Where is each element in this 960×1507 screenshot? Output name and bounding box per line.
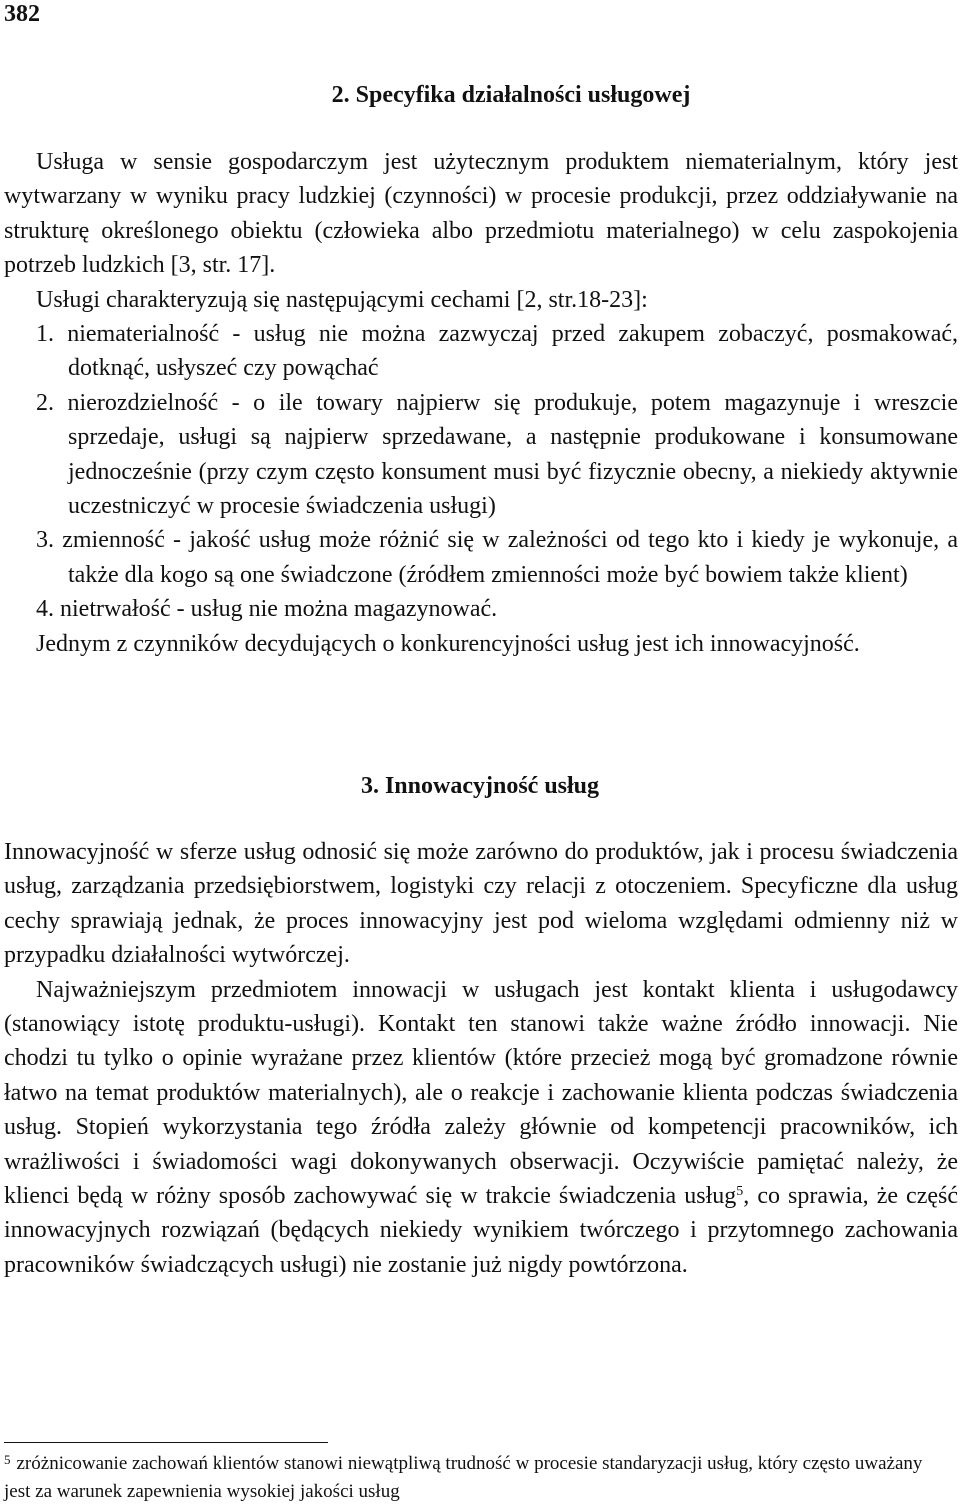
innovation-paragraph-1: Innowacyjność w sferze usług odnosić się może zarówno do produktów, jak i procesu świadczenia usług, zarządzania przedsiębiorstwem, logistyki czy relacji z otoczeniem. Specyficzne dla usług cechy sprawiają jednak, że proces innowacyjny jest pod wieloma względami odmienny niż w przypadku działalności wytwórczej. — [4, 839, 958, 969]
footnote-separator — [4, 1442, 328, 1443]
footnote-text: zróżnicowanie zachowań klientów stanowi niewątpliwą trudność w procesie standaryzacji usług, który często uważany jest za warunek zapewnienia wysokiej jakości usług — [4, 1453, 923, 1502]
section-heading-innowacyjnosc: 3. Innowacyjność usług — [360, 773, 600, 799]
closing-paragraph: Jednym z czynników decydujących o konkurencyjności usług jest ich innowacyjność. — [36, 630, 860, 657]
feature-item-1: 1. niematerialność - usług nie można zazwyczaj przed zakupem zobaczyć, posmakować, dotknąć, usłyszeć czy powąchać — [36, 321, 958, 382]
intro-paragraph: Usługa w sensie gospodarczym jest użytecznym produktem niematerialnym, który jest wytwarzany w wyniku pracy ludzkiej (czynności) w procesie produkcji, przez oddziaływanie na strukturę określonego obiektu (człowieka albo przedmiotu materialnego) w celu zaspokojenia potrzeb ludzkich [3, str. 17]. — [4, 149, 958, 279]
footnote-mark: 5 — [4, 1452, 11, 1467]
feature-list — [4, 283, 958, 661]
section-specyfika-body — [4, 145, 958, 661]
section-innowacyjnosc-body — [4, 835, 958, 1282]
feature-lead: Usługi charakteryzują się następującymi cechami [2, str.18-23]: — [36, 286, 648, 313]
paragraph-2-text-before: Najważniejszym przedmiotem innowacji w usługach jest kontakt klienta i usługodawcy (stanowiący istotę produktu-usługi). Kontakt ten stanowi także ważne źródło innowacji. Nie chodzi tu tylko o opinie wyrażane przez klientów (które przecież mogą być gromadzone równie łatwo na temat produktów materialnych), ale o reakcje i zachowanie klienta podczas świadczenia usług. Stopień wykorzystania tego źródła zależy głównie od kompetencji pracowników, ich wrażliwości i świadomości wagi dokonywanych obserwacji. Oczywiście pamiętać należy, że klienci będą w różny sposób zachowywać się w trakcie świadczenia usług — [4, 976, 958, 1210]
feature-item-2: 2. nierozdzielność - o ile towary najpierw się produkuje, potem magazynuje i wreszcie sprzedaje, usługi są najpierw sprzedawane, a następnie produkowane i konsumowane jednocześnie (przy czym często konsument musi być fizycznie obecny, a niekiedy aktywnie uczestniczyć w procesie świadczenia usługi) — [36, 389, 958, 520]
innovation-paragraph-2 — [4, 973, 958, 1283]
paragraph-2-text-after: , co sprawia, że część innowacyjnych rozwiązań (będących niekiedy wynikiem twórczego i przytomnego zachowania pracowników świadczących usługi) nie zostanie już nigdy powtórzona. — [4, 1183, 959, 1278]
page-number: 382 — [4, 1, 40, 27]
footnote-reference[interactable]: 5 — [736, 1184, 744, 1200]
section-heading-specyfika: 2. Specyfika działalności usługowej — [331, 82, 691, 108]
footnote — [4, 1450, 944, 1506]
feature-item-4: 4. nietrwałość - usług nie można magazynować. — [36, 596, 498, 623]
feature-item-3: 3. zmienność - jakość usług może różnić się w zależności od tego kto i kiedy je wykonuje, a także dla kogo są one świadczone (źródłem zmienności może być bowiem także klient) — [36, 527, 958, 588]
